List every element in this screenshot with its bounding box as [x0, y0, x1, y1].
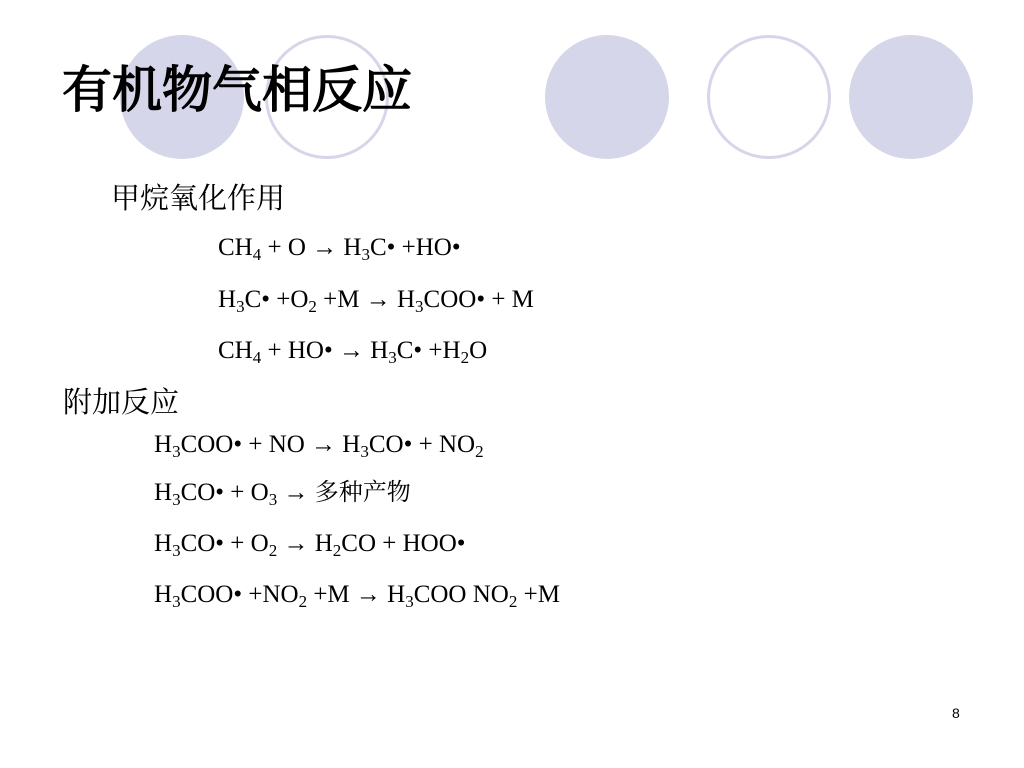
- equation-1: $CH_4 + O$ → $H_3C•$ +HO•: [218, 234, 461, 264]
- page-number: 8: [952, 705, 960, 721]
- slide-title: 有机物气相反应: [62, 61, 412, 119]
- products-text: 多种产物: [314, 478, 411, 506]
- equation-6: $H_3CO• + O_2 \to H_2CO$ + HOO•: [154, 530, 466, 560]
- equation-4: $H_3COO•$ + NO → $H_3CO• + NO_2$: [154, 431, 484, 461]
- equation-7: $H_3COO• +NO_2 +M \to H_3COO$ $NO_2 +M$: [154, 581, 560, 611]
- equation-2: $H_3C• +O_2 +M$ → $H_3COO• + M$: [218, 286, 534, 316]
- section-heading-methane-oxidation: 甲烷氧化作用: [111, 181, 286, 215]
- section-heading-additional-reactions: 附加反应: [63, 385, 180, 419]
- decor-circle-5: [849, 35, 973, 159]
- equation-3: $CH_4$ + HO• → $H_3C• +H_2O$: [218, 337, 488, 367]
- equation-5: $H_3CO• + O_3$ → 多种产物: [154, 478, 411, 509]
- decor-circle-3: [545, 35, 669, 159]
- decor-circle-4: [707, 35, 831, 159]
